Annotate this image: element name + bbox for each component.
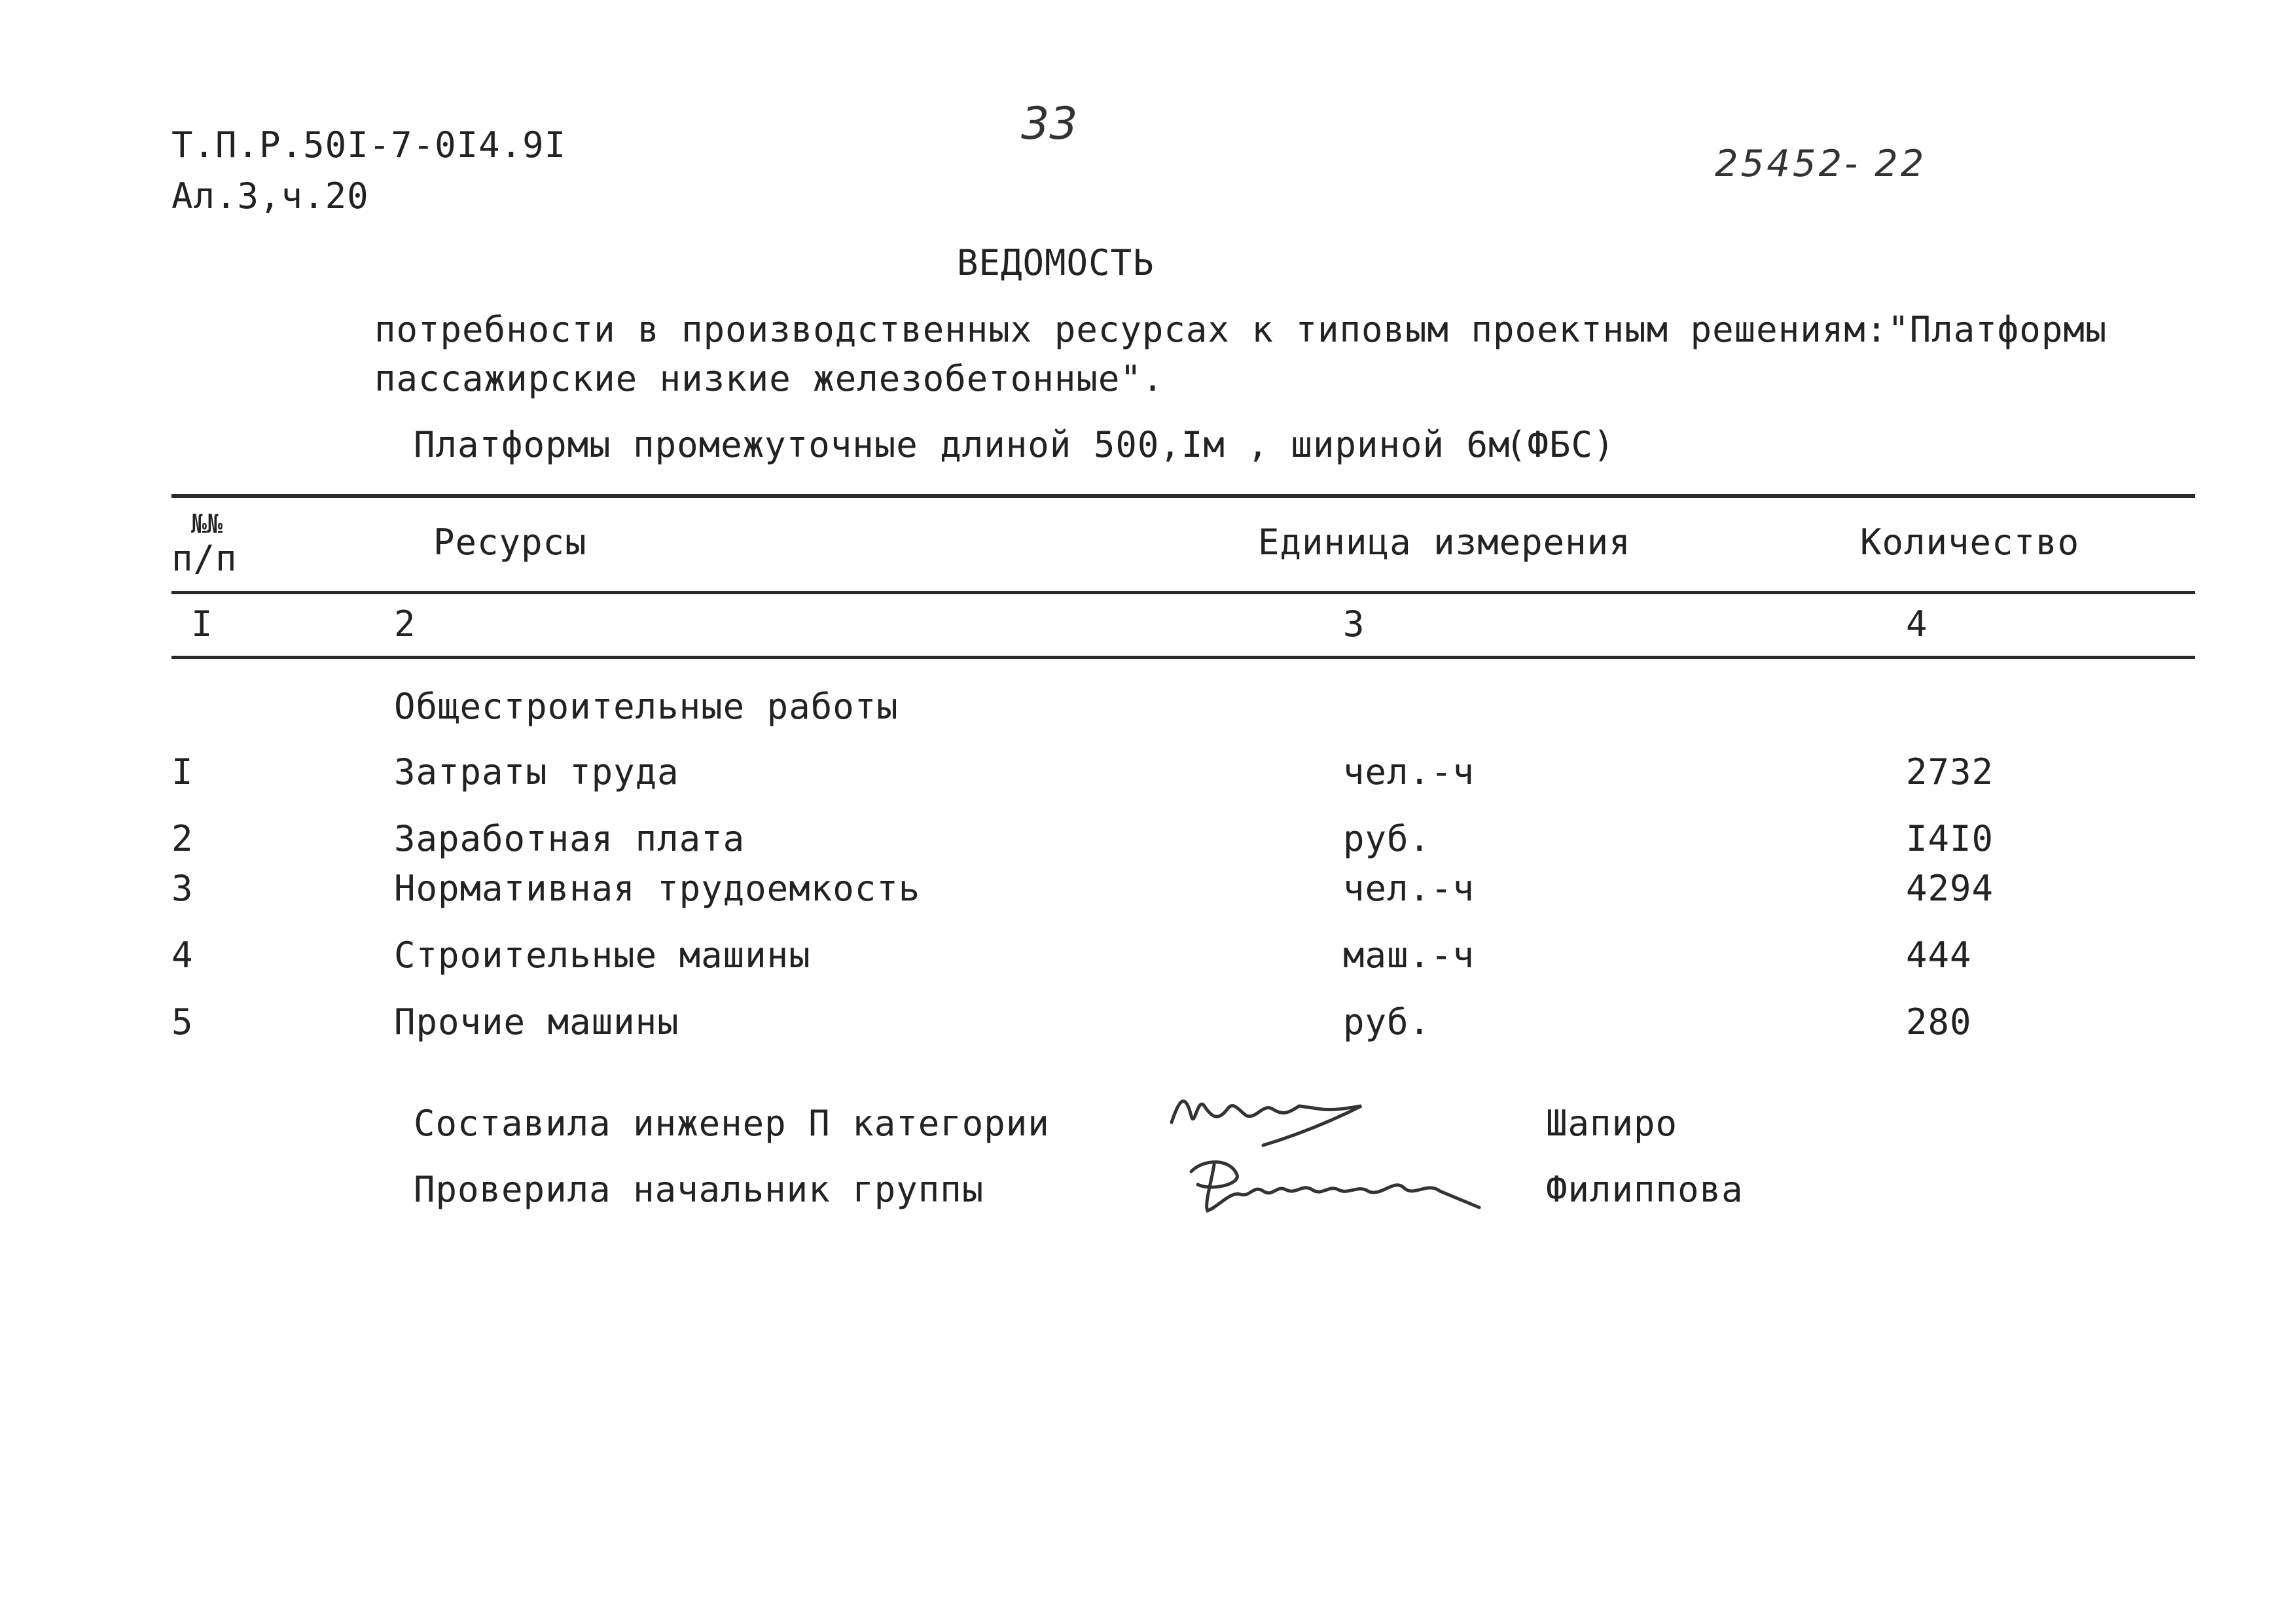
platform-spec: Платформы промежуточные длиной 500,Iм , шириной 6м (414, 424, 1511, 465)
checked-by-name: Филиппова (1546, 1169, 1744, 1210)
subtitle-line-2: пассажирские низкие железобетонные". (374, 358, 1164, 399)
row-5-resource: Прочие машины (394, 1001, 679, 1043)
row-number-header-bottom: п/п (171, 538, 238, 579)
row-1-resource: Затраты труда (394, 751, 679, 793)
row-1-number: I (171, 751, 194, 793)
compiled-by-role: Составила инженер П категории (414, 1103, 1050, 1144)
row-1-quantity: 2732 (1906, 751, 1994, 793)
row-3-unit: чел.-ч (1343, 868, 1475, 909)
document-title: ВЕДОМОСТЬ (957, 242, 1155, 283)
row-3-resource: Нормативная трудоемкость (394, 868, 921, 909)
row-2-resource: Заработная плата (394, 818, 745, 859)
row-2-quantity: I4I0 (1906, 818, 1994, 859)
signature-compiled (1165, 1077, 1414, 1149)
row-1-unit: чел.-ч (1343, 751, 1475, 793)
page-number: 33 (1021, 98, 1078, 150)
row-3-quantity: 4294 (1906, 868, 1994, 909)
column-number-3: 3 (1343, 603, 1365, 645)
album-part: Ал.3,ч.20 (171, 175, 369, 217)
row-4-resource: Строительные машины (394, 935, 811, 976)
subtitle-line-1: потребности в производственных ресурсах к типовым проектным решениям:"Платформы (374, 309, 2108, 350)
table-top-rule (171, 494, 2195, 498)
column-numbers-rule (171, 656, 2195, 659)
row-5-number: 5 (171, 1001, 194, 1043)
document-code: Т.П.Р.50I-7-0I4.9I (171, 124, 567, 166)
row-4-unit: маш.-ч (1343, 935, 1475, 976)
row-2-unit: руб. (1343, 818, 1431, 859)
platform-code: (ФБС) (1505, 424, 1615, 465)
row-2-number: 2 (171, 818, 194, 859)
row-3-number: 3 (171, 868, 194, 909)
column-number-2: 2 (394, 603, 416, 645)
row-4-number: 4 (171, 935, 194, 976)
registration-number: 25452- 22 (1715, 143, 1927, 185)
column-number-1: I (191, 603, 213, 645)
row-5-quantity: 280 (1906, 1001, 1972, 1043)
row-number-header-top: №№ (191, 509, 223, 539)
header-rule (171, 591, 2195, 594)
column-number-4: 4 (1906, 603, 1928, 645)
checked-by-role: Проверила начальник группы (414, 1169, 984, 1210)
row-4-quantity: 444 (1906, 935, 1972, 976)
signature-checked (1178, 1145, 1518, 1224)
section-heading: Общестроительные работы (394, 686, 899, 727)
compiled-by-name: Шапиро (1546, 1103, 1678, 1144)
resource-column-header: Ресурсы (433, 522, 587, 563)
row-5-unit: руб. (1343, 1001, 1431, 1043)
quantity-column-header: Количество (1860, 522, 2080, 563)
unit-column-header: Единица измерения (1258, 522, 1631, 563)
